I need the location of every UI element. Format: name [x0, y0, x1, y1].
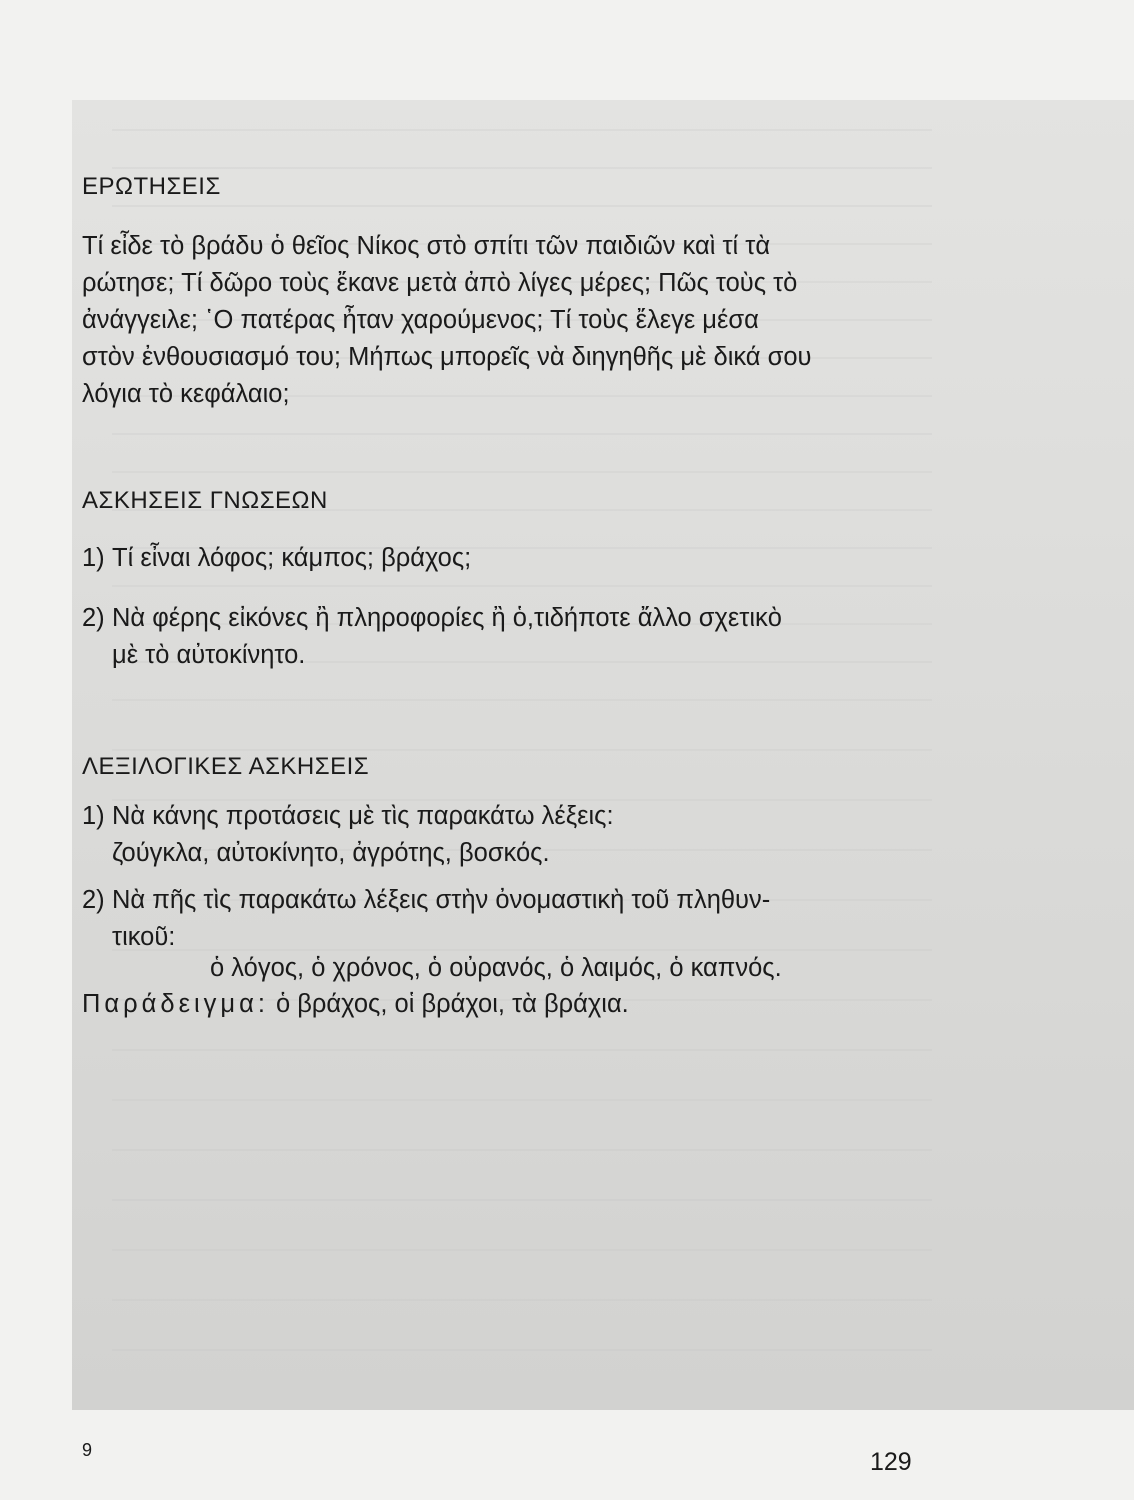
- item-line: ζούγκλα, αὐτοκίνητο, ἀγρότης, βοσκός.: [112, 839, 550, 867]
- example-label: Παράδειγμα:: [82, 990, 269, 1018]
- item-number: 2): [82, 886, 105, 914]
- questions-line: λόγια τὸ κεφάλαιο;: [82, 380, 290, 408]
- item-line: Νὰ κάνης προτάσεις μὲ τὶς παρακάτω λέξεις:: [112, 802, 614, 830]
- questions-heading: ΕΡΩΤΗΣΕΙΣ: [82, 173, 221, 200]
- item-line: Νὰ φέρης εἰκόνες ἢ πληροφορίες ἢ ὁ,τιδήποτε ἄλλο σχετικὸ: [112, 604, 782, 632]
- item-number: 1): [82, 544, 105, 572]
- knowledge-heading: ΑΣΚΗΣΕΙΣ ΓΝΩΣΕΩΝ: [82, 487, 328, 514]
- questions-paragraph: [82, 228, 942, 413]
- example-line: [82, 990, 629, 1019]
- word-list: ὁ λόγος, ὁ χρόνος, ὁ οὐρανός, ὁ λαιμός, ὁ καπνός.: [210, 954, 782, 982]
- vocabulary-heading: ΛΕΞΙΛΟΓΙΚΕΣ ΑΣΚΗΣΕΙΣ: [82, 753, 370, 780]
- item-line: Τί εἶναι λόφος; κάμπος; βράχος;: [112, 544, 472, 572]
- item-line: Νὰ πῆς τὶς παρακάτω λέξεις στὴν ὀνομαστικὴ τοῦ πληθυν-: [112, 886, 771, 914]
- questions-line: ρώτησε; Τί δῶρο τοὺς ἔκανε μετὰ ἀπὸ λίγες μέρες; Πῶς τοὺς τὸ: [82, 269, 798, 297]
- item-line: τικοῦ:: [112, 923, 176, 951]
- questions-line: ἀνάγγειλε; ῾Ο πατέρας ἦταν χαρούμενος; Τί τοὺς ἔλεγε μέσα: [82, 306, 759, 334]
- example-text: ὁ βράχος, οἱ βράχοι, τὰ βράχια.: [268, 990, 629, 1018]
- signature-mark: 9: [82, 1440, 93, 1460]
- item-number: 2): [82, 604, 105, 632]
- questions-line: στὸν ἐνθουσιασμό του; Μήπως μπορεῖς νὰ διηγηθῆς μὲ δικά σου: [82, 343, 812, 371]
- questions-line: Τί εἶδε τὸ βράδυ ὁ θεῖος Νίκος στὸ σπίτι τῶν παιδιῶν καὶ τί τὰ: [82, 232, 771, 260]
- item-line: μὲ τὸ αὐτοκίνητο.: [112, 641, 306, 669]
- page-number: 129: [870, 1448, 912, 1476]
- item-number: 1): [82, 802, 105, 830]
